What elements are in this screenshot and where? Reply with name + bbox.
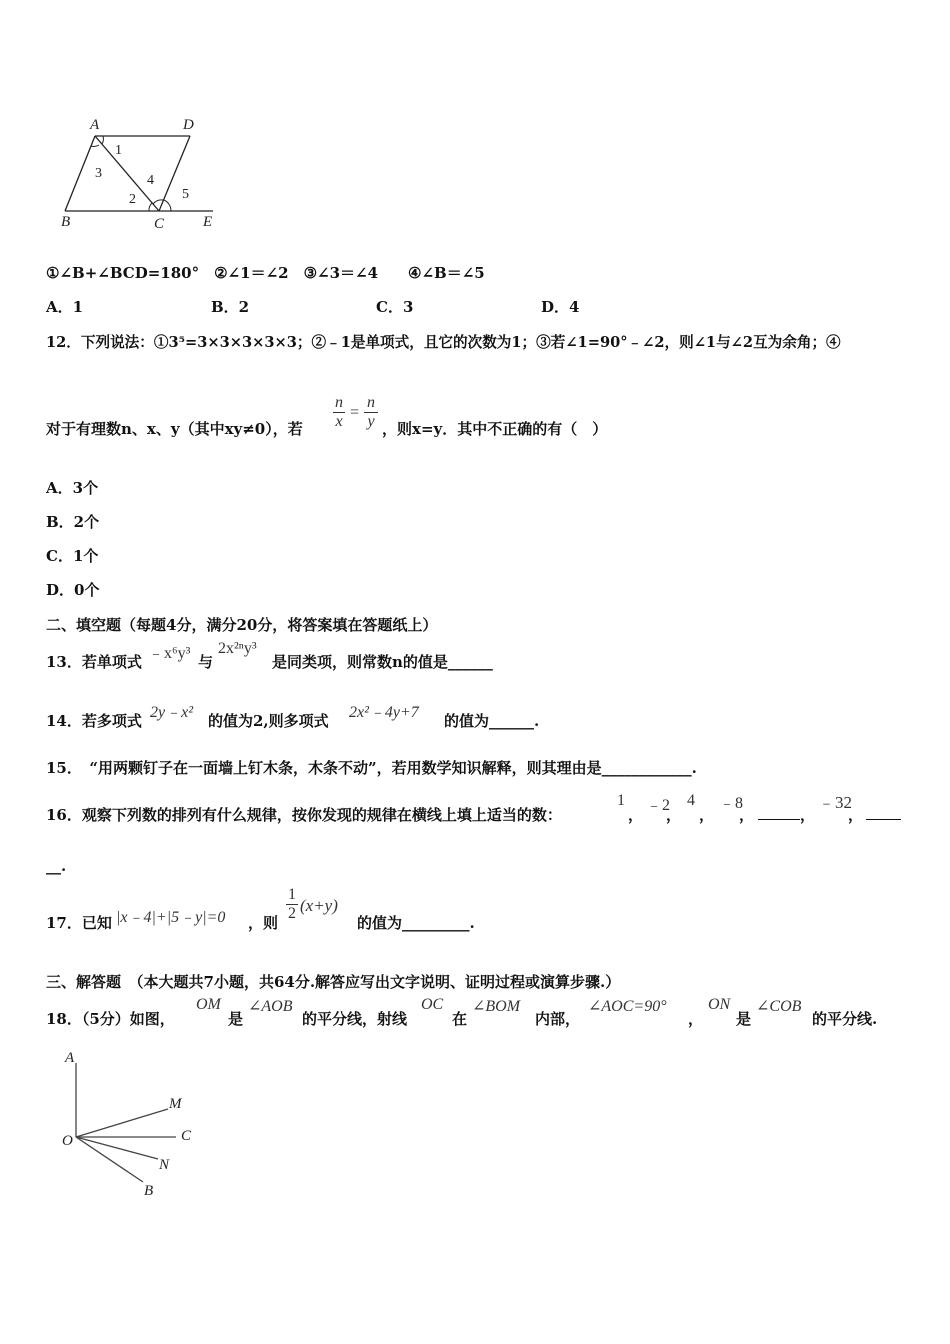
q18-bom: ∠BOM xyxy=(472,998,521,1015)
q14-post: 的值为______. xyxy=(444,712,540,730)
q14-expr1: 2y﹣x² xyxy=(150,704,194,721)
q11-option-c[interactable]: C．3 xyxy=(376,298,414,316)
q13-post: 是同类项，则常数n的值是______ xyxy=(272,653,493,671)
q13-expr2: 2x²ⁿy³ xyxy=(218,640,257,657)
q18-comma: ， xyxy=(688,1010,704,1028)
q12-option-b[interactable]: B．2个 xyxy=(46,513,100,531)
q12-fraction-1 xyxy=(332,394,346,431)
label-N: N xyxy=(159,1157,170,1173)
q17-mid: ，则 xyxy=(248,914,279,932)
label-M: M xyxy=(169,1096,182,1112)
label-E: E xyxy=(203,214,213,230)
q17-post: 的值为_________. xyxy=(357,914,475,932)
q18-om: OM xyxy=(196,996,221,1013)
angle-arc-2 xyxy=(149,203,152,211)
q17-pre: 17．已知 xyxy=(46,914,112,932)
q13-expr1: ﹣x⁶y³ xyxy=(148,645,191,662)
q18-cob: ∠COB xyxy=(756,998,802,1015)
angle-arc-3 xyxy=(91,145,99,146)
q13-pre: 13．若单项式 xyxy=(46,653,142,671)
q16-tail: __. xyxy=(46,857,67,875)
q16-seq-1: 1 xyxy=(617,792,625,809)
ray-OB xyxy=(76,1137,143,1182)
q11-statements: ①∠B+∠BCD=180° ②∠1＝∠2 ③∠3＝∠4 ④∠B＝∠5 xyxy=(46,264,485,282)
q18-is2: 是 xyxy=(736,1010,752,1028)
q16-blank-2[interactable] xyxy=(866,804,901,820)
q18-t1: 的平分线，射线 xyxy=(302,1010,408,1028)
angle-arc-5 xyxy=(164,200,171,211)
q12-line2-pre: 对于有理数n、x、y（其中xy≠0），若 xyxy=(46,420,303,438)
label-D: D xyxy=(183,117,194,133)
q18-t2: 内部， xyxy=(535,1010,581,1028)
q18-aoc: ∠AOC=90° xyxy=(588,998,667,1015)
label-angle-3: 3 xyxy=(95,166,102,181)
q12-frac2-num: n xyxy=(367,394,375,411)
q12-option-c[interactable]: C．1个 xyxy=(46,547,99,565)
label-angle-4: 4 xyxy=(147,173,154,188)
q11-option-a[interactable]: A．1 xyxy=(46,298,84,316)
q11-option-d[interactable]: D．4 xyxy=(541,298,580,316)
q12-frac1-num: n xyxy=(335,394,343,411)
q16-seq-2: ﹣2 xyxy=(646,797,671,814)
ray-ON xyxy=(76,1137,158,1159)
q18-pre: 18．（5分）如图， xyxy=(46,1010,175,1028)
q16-seq-3: 4 xyxy=(687,792,695,809)
q17-fraction xyxy=(286,886,298,923)
q12-frac2-den: y xyxy=(367,413,375,430)
q17-expr: |x﹣4|+|5﹣y|=0 xyxy=(116,909,226,926)
q11-option-b[interactable]: B．2 xyxy=(211,298,250,316)
q12-fraction-2 xyxy=(363,394,379,431)
segment-AB xyxy=(65,136,95,211)
q16-seq-5: ﹣32 xyxy=(818,793,852,812)
angle-rays-figure xyxy=(55,1045,215,1205)
q16-comma-1: ， xyxy=(628,806,644,824)
q12-option-a[interactable]: A．3个 xyxy=(46,479,99,497)
q18-in: 在 xyxy=(452,1010,468,1028)
q17-expr2: (x+y) xyxy=(300,896,338,915)
q14-mid: 的值为2,则多项式 xyxy=(208,712,329,730)
q16-text: 16．观察下列数的排列有什么规律，按你发现的规律在横线上填上适当的数： xyxy=(46,806,562,824)
label-C: C xyxy=(154,216,165,232)
section-2-heading: 二、填空题（每题4分，满分20分，将答案填在答题纸上） xyxy=(46,616,438,634)
label-A: A xyxy=(65,1050,75,1066)
q18-on: ON xyxy=(708,996,731,1013)
q18-oc: OC xyxy=(421,996,444,1013)
label-angle-2: 2 xyxy=(129,192,136,207)
ray-OM xyxy=(76,1109,168,1137)
q12-line1: 12．下列说法：①3⁵=3×3×3×3×3；②﹣1是单项式，且它的次数为1；③若∠1=90°﹣∠2，则∠1与∠2互为余角；④ xyxy=(46,334,841,351)
q12-line2-post: ，则x=y．其中不正确的有（ ） xyxy=(382,420,608,438)
label-angle-1: 1 xyxy=(115,143,122,158)
q15-text: 15． “用两颗钉子在一面墙上钉木条，木条不动”，若用数学知识解释，则其理由是____________. xyxy=(46,759,697,777)
q17-frac-den: 2 xyxy=(288,905,296,922)
label-O: O xyxy=(62,1133,73,1149)
q12-option-d[interactable]: D．0个 xyxy=(46,581,100,599)
q12-frac1-den: x xyxy=(335,413,343,430)
q16-comma-3: ， xyxy=(699,806,715,824)
q16-comma-4: ， xyxy=(739,806,755,824)
label-A: A xyxy=(90,117,100,133)
section-3-heading: 三、解答题 （本大题共7小题，共64分.解答应写出文字说明、证明过程或演算步骤.） xyxy=(46,973,621,991)
q16-comma-2: ， xyxy=(666,806,682,824)
angle-arc-1 xyxy=(102,136,103,144)
q13-mid: 与 xyxy=(198,653,214,671)
q16-comma-5: ， xyxy=(800,806,816,824)
q16-seq-4: ﹣8 xyxy=(719,795,744,812)
label-B: B xyxy=(144,1183,154,1199)
q14-expr2: 2x²﹣4y+7 xyxy=(349,704,419,721)
q18-t3: 的平分线. xyxy=(812,1010,878,1028)
q16-comma-6: ， xyxy=(848,806,864,824)
q14-pre: 14．若多项式 xyxy=(46,712,142,730)
label-C: C xyxy=(181,1128,192,1144)
q18-aob: ∠AOB xyxy=(248,998,293,1015)
q12-equals: = xyxy=(350,404,360,421)
q17-frac-num: 1 xyxy=(288,886,296,903)
parallelogram-figure xyxy=(55,112,225,234)
label-B: B xyxy=(61,214,71,230)
label-angle-5: 5 xyxy=(182,187,189,202)
q16-blank-1[interactable] xyxy=(758,804,800,820)
q18-is1: 是 xyxy=(228,1010,244,1028)
